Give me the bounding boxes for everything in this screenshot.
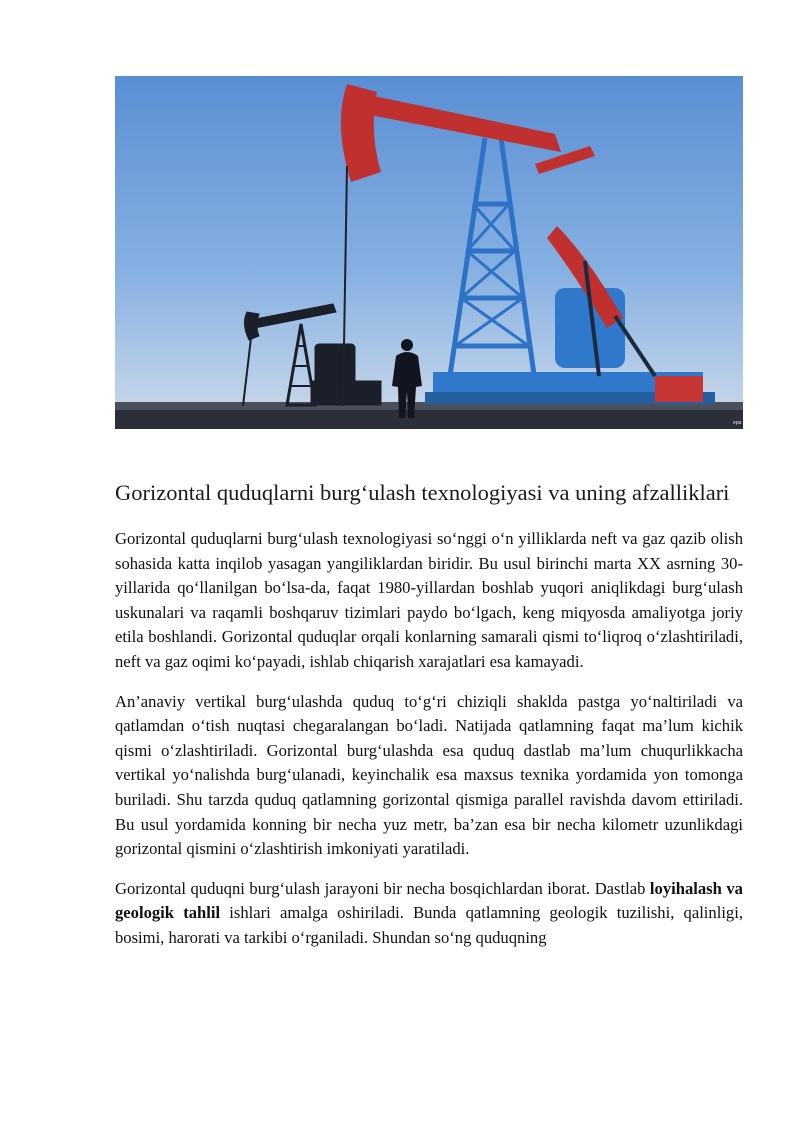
photo-credit: epa <box>733 420 742 426</box>
paragraph-2: An’anaviy vertikal burg‘ulashda quduq to‘g‘ri chiziqli shaklda pastga yo‘naltiriladi va qatlamdan o‘tish nuqtasi chegaralangan bo‘ladi. Natijada qatlamning faqat ma’lum kichik qismi o‘zlashtiriladi. Gorizontal burg‘ulashda esa quduq dastlab ma’lum chuqurlikkacha vertikal yo‘nalishda burg‘ulanadi, keyinchalik esa maxsus texnika yordamida yon tomonga buriladi. Shu tarzda quduq qatlamning gorizontal qismiga parallel ravishda davom ettiriladi. Bu usul yordamida konning bir necha yuz metr, ba’zan esa bir necha kilometr uzunlikdagi gorizontal qismini o‘zlashtirish imkoniyati yaratiladi. <box>115 691 743 859</box>
paragraph-3-end: ishlari amalga oshiriladi. Bunda qatlamning geologik tuzilishi, qalinligi, bosimi, harorati va tarkibi o‘rganiladi. Shundan so‘ng quduqning <box>115 903 743 947</box>
paragraph-3 <box>115 877 743 951</box>
bold-term: loyihalash va geologik tahlil <box>115 878 743 923</box>
oil-pump-jacks-photo <box>115 76 743 429</box>
paragraph-1: Gorizontal quduqlarni burg‘ulash texnologiyasi so‘nggi o‘n yilliklarda neft va gaz qazib olish sohasida katta inqilob yasagan yangiliklardan biridir. Bu usul birinchi marta XX asrning 30-yillarida qo‘llanilgan bo‘lsa-da, faqat 1980-yillardan boshlab yuqori aniqlikdagi burg‘ulash uskunalari va raqamli boshqaruv tizimlari paydo bo‘lgach, keng miqyosda amaliyotga joriy etila boshlandi. Gorizontal quduqlar orqali konlarning samarali qismi to‘liqroq o‘zlashtiriladi, neft va gaz oqimi ko‘payadi, ishlab chiqarish xarajatlari esa kamayadi. <box>115 529 743 671</box>
article-title: Gorizontal quduqlarni burg‘ulash texnologiyasi va uning afzalliklari <box>115 480 730 505</box>
paragraph-3-start: Gorizontal quduqni burg‘ulash jarayoni bir necha bosqichlardan iborat. Dastlab <box>115 878 650 898</box>
article <box>115 478 743 966</box>
